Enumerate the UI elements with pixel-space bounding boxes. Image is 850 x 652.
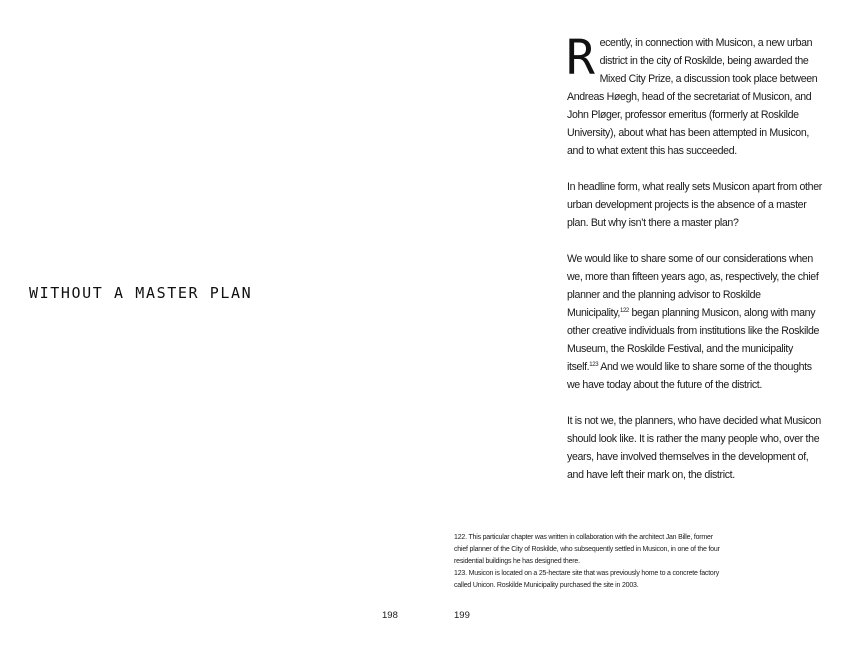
- footnotes: [454, 532, 724, 592]
- footnote-123: 123. Musicon is located on a 25-hectare site that was previously home to a concrete factory called Unicon. Roskilde Municipality purchased the site in 2003.: [454, 570, 720, 589]
- paragraph-2: In headline form, what really sets Musicon apart from other urban development projects is the absence of a master plan. But why isn’t there a master plan?: [567, 181, 822, 229]
- page-number-left: 198: [382, 610, 398, 621]
- drop-cap: R: [566, 30, 595, 86]
- paragraph-3-part-c: And we would like to share some of the thoughts we have today about the future of the district.: [567, 361, 812, 391]
- footnote-ref-123[interactable]: 123: [589, 362, 599, 368]
- paragraph-4: It is not we, the planners, who have decided what Musicon should look like. It is rather the many people who, over the years, have involved themselves in the development of, and have left their mark on, the district.: [567, 415, 821, 481]
- footnote-122: 122. This particular chapter was written in collaboration with the architect Jan Bille, former chief planner of the City of Roskilde, who subsequently settled in Musicon, in one of the four residential buildings he has designed there.: [454, 534, 720, 565]
- paragraph-1-text: ecently, in connection with Musicon, a new urban district in the city of Roskilde, being awarded the Mixed City Prize, a discussion took place between Andreas Høegh, head of the secretariat of Musicon, and John Pløger, professor emeritus (formerly at Roskilde University), about what has been attempted in Musicon, and to what extent this has succeeded.: [567, 37, 818, 157]
- paragraph-3-part-a: We would like to share some of our considerations when we, more than fifteen years ago, as, respectively, the chief planner and the planning advisor to Roskilde Municipality,: [567, 253, 819, 319]
- paragraph-3: [567, 250, 825, 394]
- page-number-right: 199: [454, 610, 470, 621]
- footnote-ref-122[interactable]: 122: [619, 308, 629, 314]
- chapter-title: WITHOUT A MASTER PLAN: [29, 284, 253, 302]
- paragraph-3-part-b: began planning Musicon, along with many other creative individuals from institutions like the Roskilde Museum, the Roskilde Festival, and the municipality itself.: [567, 307, 820, 373]
- paragraph-1: [566, 30, 825, 160]
- body-text: [566, 30, 825, 502]
